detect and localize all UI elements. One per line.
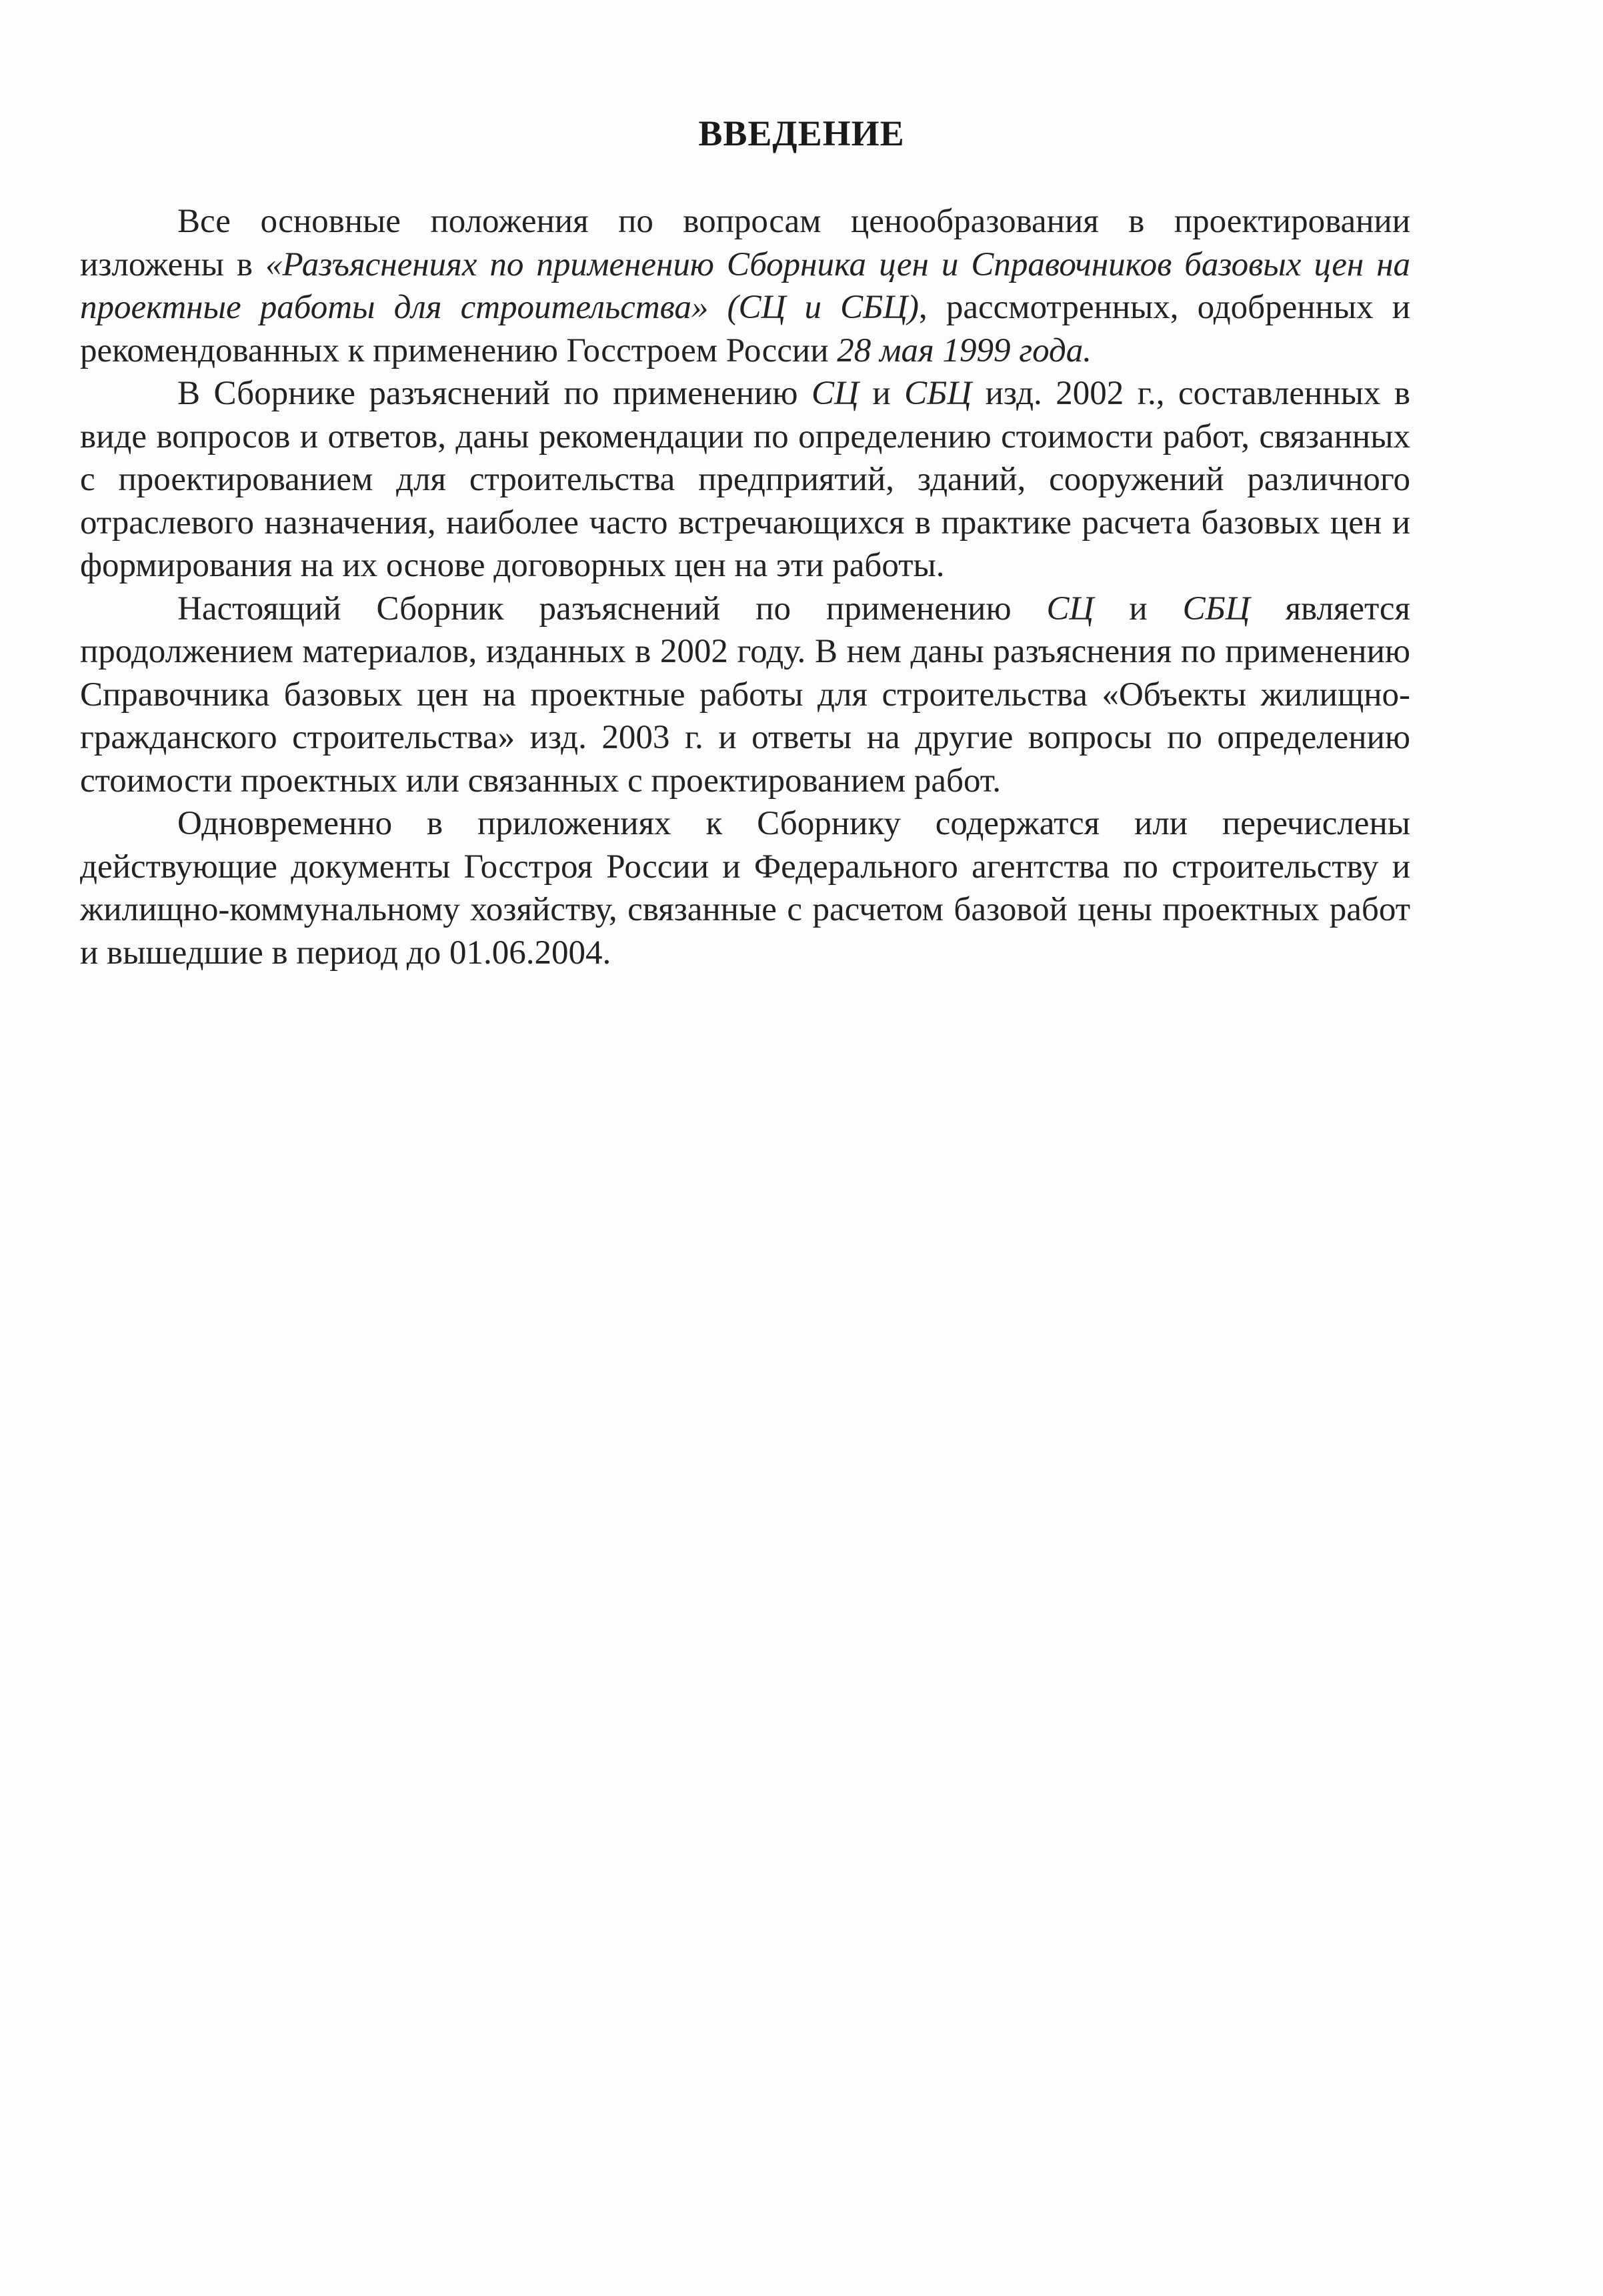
paragraph-3 <box>80 588 1410 803</box>
paragraph-2-italic-sc: СЦ <box>811 375 859 412</box>
paragraph-3-text-3: является продолжением материалов, изданных в 2002 году. В нем даны разъяснения по применению Справочника базовых цен на проектные работы для строительства «Объекты жилищно-гражданского строительства» изд. 2003 г. и ответы на другие вопросы по определению стоимости проектных или связанных с проектированием работ. <box>80 590 1410 800</box>
paragraph-4 <box>80 802 1410 974</box>
paragraph-1 <box>80 200 1410 372</box>
paragraph-2 <box>80 372 1410 588</box>
paragraph-3-text-2: и <box>1094 590 1183 628</box>
paragraph-2-italic-sbc: СБЦ <box>904 375 972 412</box>
paragraph-1-text-2: , рассмотренных, одобренных и рекомендованных к применению Госстроем России <box>80 289 1410 369</box>
paragraph-2-text-1: В Сборнике разъяснений по применению <box>177 375 812 412</box>
page-title: ВВЕДЕНИЕ <box>698 113 905 153</box>
paragraph-2-text-3: изд. 2002 г., составленных в виде вопросов и ответов, даны рекомендации по определению стоимости работ, связанных с проектированием для строительства предприятий, зданий, сооружений различного отраслевого назначения, наиболее часто встречающихся в практике расчета базовых цен и формирования на их основе договорных цен на эти работы. <box>80 375 1410 584</box>
paragraph-1-italic-date: 28 мая 1999 года. <box>837 331 1092 369</box>
paragraph-1-text-1: Все основные положения по вопросам ценообразования в проектировании изложены в <box>80 203 1410 283</box>
paragraph-1-italic-title: «Разъяснениях по применению Сборника цен и Справочников базовых цен на проектные работы для строительства» (СЦ и СБЦ) <box>80 245 1410 326</box>
body-text <box>80 200 1410 974</box>
paragraph-3-italic-sc: СЦ <box>1046 590 1094 628</box>
paragraph-2-text-2: и <box>858 375 905 412</box>
paragraph-3-italic-sbc: СБЦ <box>1182 590 1250 628</box>
paragraph-4-text-1: Одновременно в приложениях к Сборнику содержатся или перечислены действующие документы Госстроя России и Федерального агентства по строительству и жилищно-коммунальному хозяйству, связанные с расчетом базовой цены проектных работ и вышедшие в период до 01.06.2004. <box>80 805 1410 972</box>
paragraph-3-text-1: Настоящий Сборник разъяснений по применению <box>177 590 1047 628</box>
